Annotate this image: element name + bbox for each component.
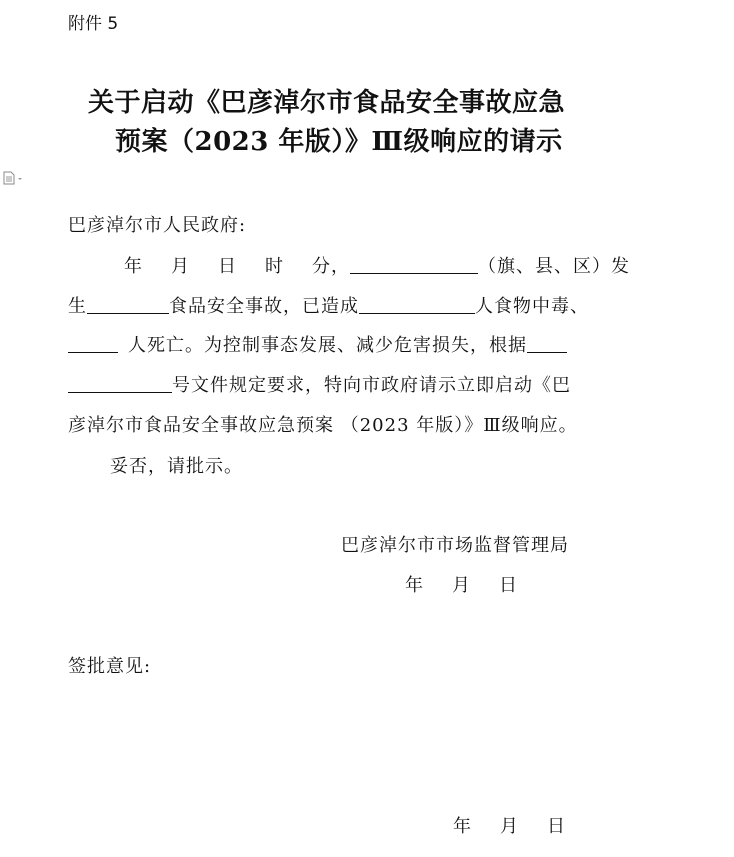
text-segment: 人食物中毒、 bbox=[475, 296, 589, 317]
region-suffix: （旗、县、区）发 bbox=[478, 256, 630, 277]
doc-number-blank-a[interactable] bbox=[527, 334, 567, 353]
approval-month: 月 bbox=[500, 816, 519, 837]
incident-type-blank[interactable] bbox=[87, 295, 169, 314]
addressee: 巴彦淖尔市人民政府: bbox=[68, 215, 247, 236]
document-title-line2: 预案（2023 年版）》Ⅲ级响应的请示 bbox=[115, 127, 563, 157]
sign-month: 月 bbox=[452, 575, 471, 596]
doc-number-blank-b[interactable] bbox=[68, 374, 172, 393]
text-segment: 号文件规定要求，特向市政府请示立即启动《巴 bbox=[172, 375, 571, 396]
approval-date bbox=[453, 812, 566, 838]
text-segment: 人死亡。为控制事态发展、减少危害损失，根据 bbox=[128, 335, 527, 356]
region-blank[interactable] bbox=[350, 255, 478, 274]
poisoned-count-blank[interactable] bbox=[359, 295, 475, 314]
closing-phrase: 妥否，请批示。 bbox=[110, 456, 243, 477]
date-minute: 分， bbox=[312, 256, 350, 277]
approval-day: 日 bbox=[547, 816, 566, 837]
paragraph-line-4 bbox=[68, 371, 571, 397]
date-hour: 时 bbox=[265, 256, 284, 277]
date-year: 年 bbox=[124, 256, 143, 277]
paragraph-line-2 bbox=[68, 292, 589, 318]
paragraph-line-3 bbox=[68, 331, 567, 357]
approval-opinion-label: 签批意见: bbox=[68, 656, 152, 677]
sign-year: 年 bbox=[405, 575, 424, 596]
date-month: 月 bbox=[171, 256, 190, 277]
sign-day: 日 bbox=[499, 575, 518, 596]
issuing-organization: 巴彦淖尔市市场监督管理局 bbox=[341, 535, 569, 556]
text-segment: 食品安全事故，已造成 bbox=[169, 296, 359, 317]
document-icon[interactable] bbox=[2, 170, 24, 184]
approval-year: 年 bbox=[453, 816, 472, 837]
text-segment: 生 bbox=[68, 296, 87, 317]
paragraph-line-1 bbox=[124, 252, 630, 278]
attachment-label: 附件 5 bbox=[68, 14, 119, 34]
paragraph-line-5: 彦淖尔市食品安全事故应急预案 （2023 年版）》Ⅲ级响应。 bbox=[68, 415, 578, 436]
death-count-blank[interactable] bbox=[68, 334, 118, 353]
date-day: 日 bbox=[218, 256, 237, 277]
document-title-line1: 关于启动《巴彦淖尔市食品安全事故应急 bbox=[88, 88, 566, 118]
signature-date bbox=[405, 571, 518, 597]
